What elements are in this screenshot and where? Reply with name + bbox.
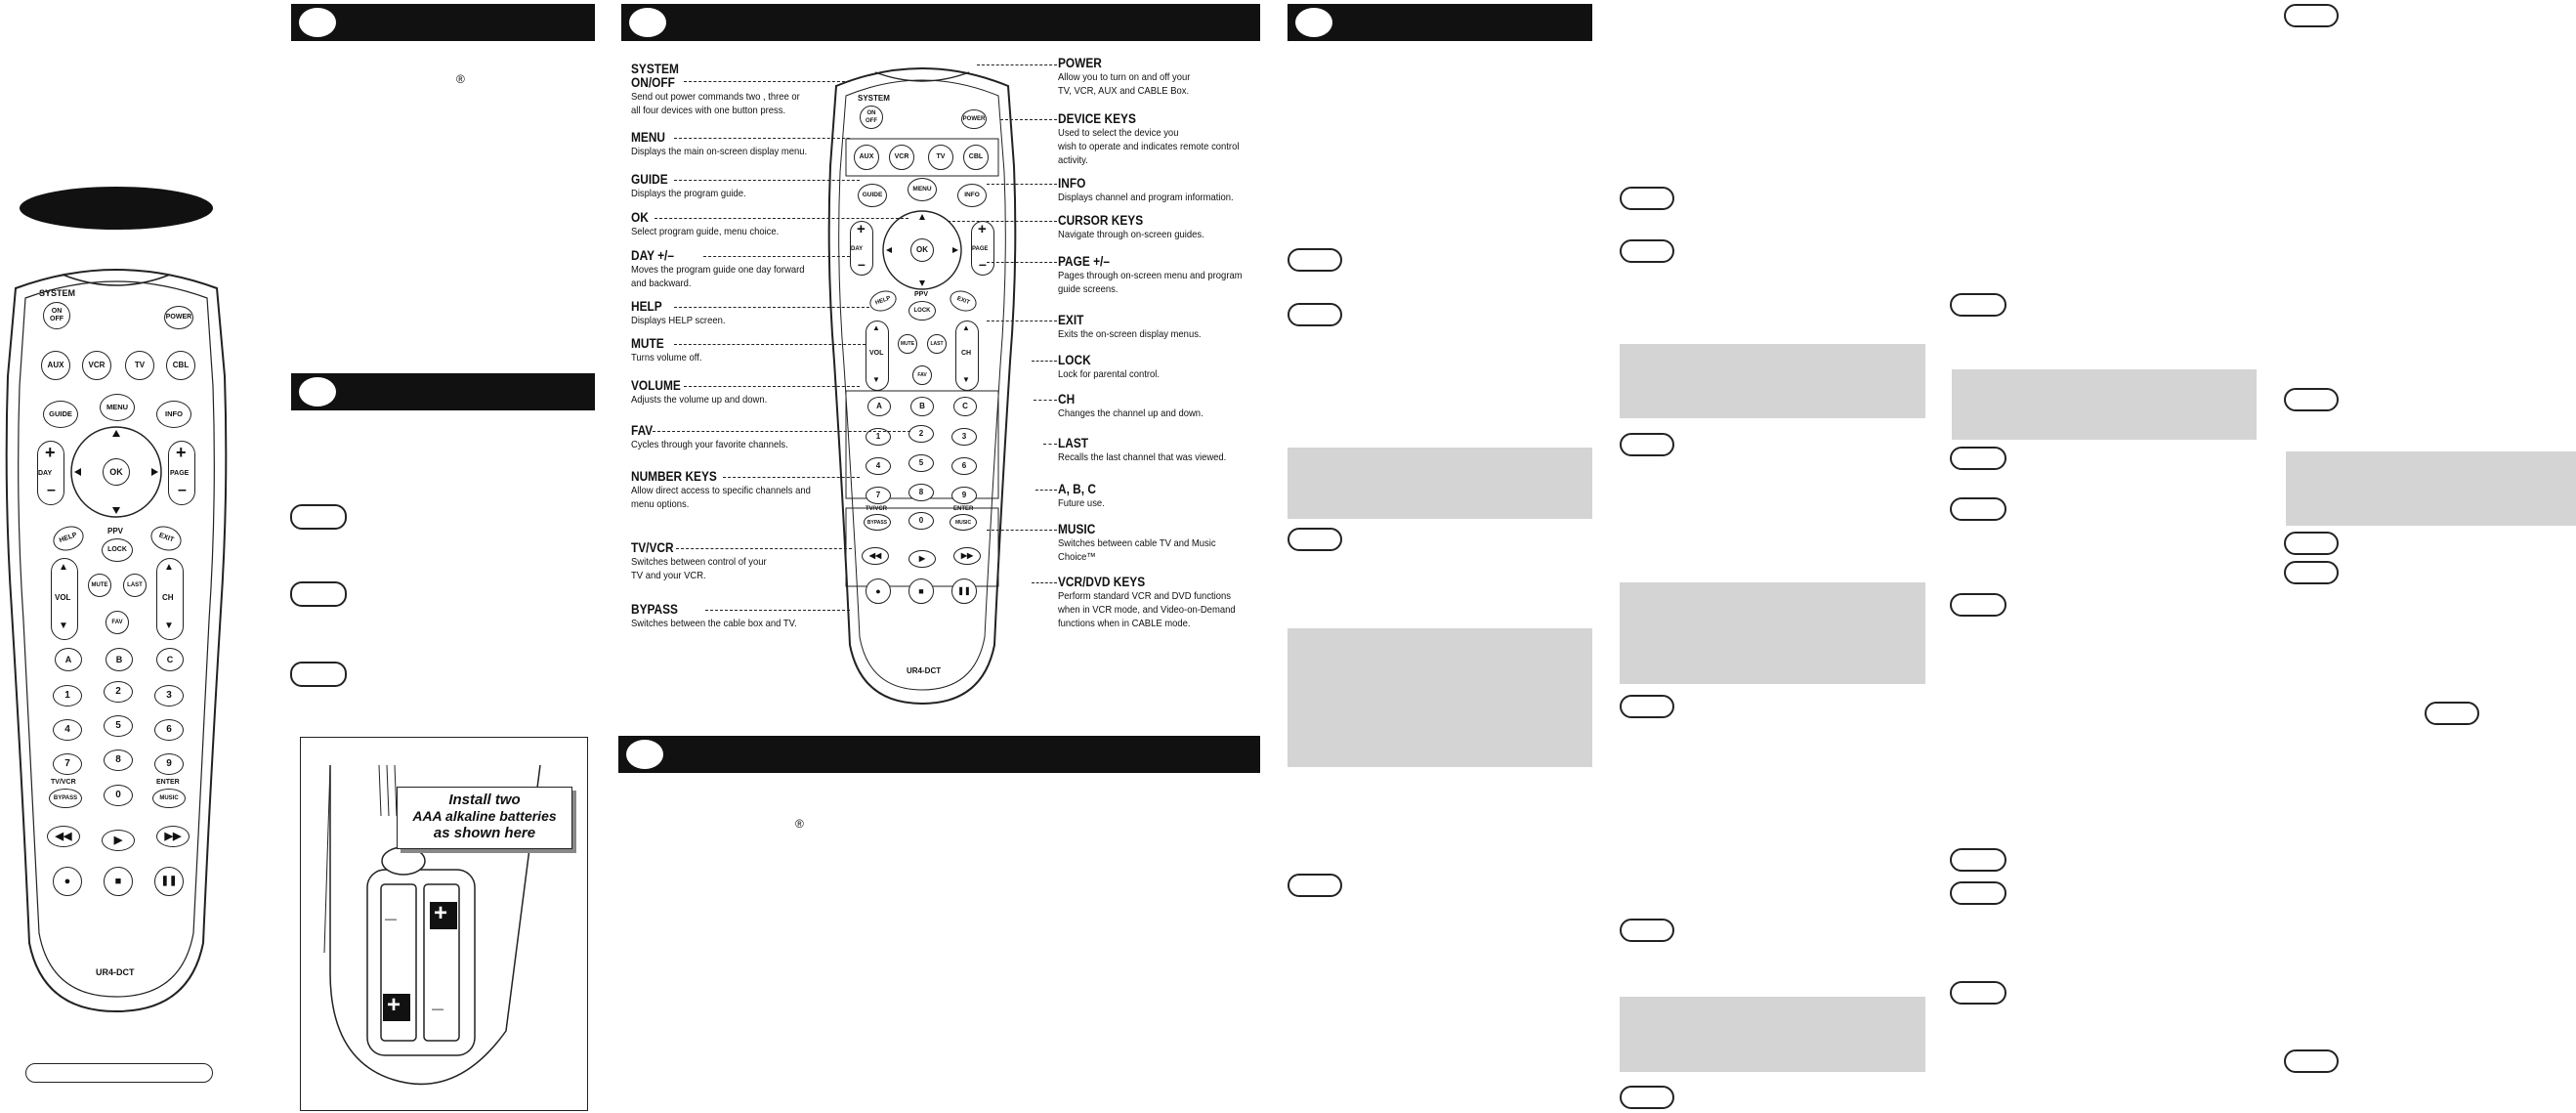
step-pill	[1288, 528, 1342, 551]
leader-line	[987, 530, 1057, 531]
panel4-header-bar	[1288, 4, 1592, 41]
label-tvvcr: TV/VCR Switches between control of your TV and your VCR.	[631, 540, 767, 581]
d-digit-0[interactable]: 0	[908, 512, 934, 530]
info-button[interactable]: INFO	[156, 401, 191, 428]
leader-line	[674, 138, 850, 139]
d-digit-4[interactable]: 4	[866, 457, 891, 475]
step-pill	[290, 662, 347, 687]
label-abc: A, B, C Future use.	[1058, 482, 1105, 509]
callout-line-3: as shown here	[433, 825, 536, 841]
battery-plus-bottom: +	[387, 992, 401, 1018]
leader-line	[723, 477, 860, 478]
d-rewind-button[interactable]: ◀◀	[862, 547, 889, 565]
step-pill	[1620, 919, 1674, 942]
label-volume: VOLUME Adjusts the volume up and down.	[631, 378, 768, 406]
note-box	[1288, 448, 1592, 519]
day-label: DAY	[38, 470, 53, 477]
leader-line	[674, 307, 869, 308]
leader-line	[684, 386, 860, 387]
d-menu-button[interactable]: MENU	[908, 178, 937, 201]
label-help: HELP Displays HELP screen.	[631, 299, 726, 326]
help-button[interactable]: HELP	[50, 522, 87, 554]
enter-label: ENTER	[156, 779, 180, 786]
panel2-header-bar-2	[291, 373, 595, 410]
d-tvvcr-label: TV/VCR	[866, 506, 888, 512]
day-minus[interactable]: –	[47, 482, 56, 498]
step-pill	[1950, 497, 2006, 521]
ch-down-icon[interactable]: ▼	[164, 621, 174, 631]
cover-remote	[4, 259, 229, 1016]
vol-up-icon[interactable]: ▲	[59, 562, 68, 573]
d-digit-1[interactable]: 1	[866, 428, 891, 446]
power-button[interactable]: POWER	[164, 306, 193, 329]
step-pill	[1620, 239, 1674, 263]
label-page: PAGE +/– Pages through on-screen menu and program guide screens.	[1058, 254, 1243, 295]
menu-button[interactable]: MENU	[100, 394, 135, 421]
ppv-label: PPV	[107, 527, 124, 535]
step-pill	[2284, 532, 2339, 555]
last-button[interactable]: LAST	[123, 574, 147, 597]
d-digit-7[interactable]: 7	[866, 487, 891, 504]
label-bypass: BYPASS Switches between the cable box and TV.	[631, 602, 797, 629]
step-pill	[1620, 433, 1674, 456]
leader-line	[1032, 582, 1057, 583]
guide-button[interactable]: GUIDE	[43, 401, 78, 428]
d-exit-button[interactable]: EXIT	[947, 287, 979, 315]
cover-black-oval	[20, 187, 213, 230]
note-box	[1620, 997, 1925, 1072]
leader-line	[655, 218, 908, 219]
label-ok: OK Select program guide, menu choice.	[631, 210, 780, 237]
day-plus[interactable]: +	[45, 443, 56, 462]
record-button[interactable]: ●	[53, 867, 82, 896]
d-record-button[interactable]: ●	[866, 578, 891, 604]
lock-button[interactable]: LOCK	[102, 538, 133, 562]
d-day-label: DAY	[851, 246, 864, 252]
page-minus[interactable]: –	[178, 482, 187, 498]
step-pill	[2425, 702, 2479, 725]
d-digit-2[interactable]: 2	[908, 425, 934, 443]
leader-line	[676, 548, 852, 549]
d-mute-button[interactable]: MUTE	[898, 334, 917, 354]
leader-line	[987, 262, 1057, 263]
page-label: PAGE	[170, 470, 190, 477]
exit-button[interactable]: EXIT	[148, 522, 185, 554]
play-button[interactable]: ▶	[102, 830, 135, 851]
leader-line	[977, 64, 1057, 65]
d-stop-button[interactable]: ■	[908, 578, 934, 604]
step-pill	[1620, 695, 1674, 718]
ok-button[interactable]: OK	[103, 458, 130, 486]
step-pill	[1950, 981, 2006, 1005]
digit-3[interactable]: 3	[154, 685, 184, 706]
diagram-remote	[826, 59, 1018, 707]
label-menu: MENU Displays the main on-screen display menu.	[631, 130, 808, 157]
rewind-button[interactable]: ◀◀	[47, 826, 80, 847]
d-digit-6[interactable]: 6	[951, 457, 977, 475]
note-box	[2286, 451, 2576, 526]
panel3-header-bar-2	[618, 736, 1260, 773]
label-guide: GUIDE Displays the program guide.	[631, 172, 746, 199]
a-button[interactable]: A	[55, 648, 82, 671]
vcr-button[interactable]: VCR	[82, 351, 111, 380]
d-pause-button[interactable]: ❚❚	[951, 578, 977, 604]
d-b-button[interactable]: B	[910, 397, 934, 416]
stop-button[interactable]: ■	[104, 867, 133, 896]
step-pill	[2284, 388, 2339, 411]
d-c-button[interactable]: C	[953, 397, 977, 416]
d-lock-button[interactable]: LOCK	[908, 301, 936, 321]
tv-button[interactable]: TV	[125, 351, 154, 380]
leader-line	[705, 610, 850, 611]
label-vcr-dvd-keys: VCR/DVD KEYS Perform standard VCR and DVD functions when in VCR mode, and Video-on-Demand functions when in CABLE mode.	[1058, 575, 1236, 629]
ch-label: CH	[162, 593, 174, 602]
step-pill	[1950, 293, 2006, 317]
d-music-button[interactable]: MUSIC	[950, 514, 977, 531]
d-ch-label: CH	[961, 350, 972, 357]
step-pill	[1950, 881, 2006, 905]
mute-button[interactable]: MUTE	[88, 574, 111, 597]
digit-0[interactable]: 0	[104, 785, 133, 806]
label-device-keys: DEVICE KEYS Used to select the device you wish to operate and indicates remote control activity.	[1058, 111, 1240, 166]
step-pill	[1288, 303, 1342, 326]
vol-down-icon[interactable]: ▼	[59, 621, 68, 631]
label-power: POWER Allow you to turn on and off your TV, VCR, AUX and CABLE Box.	[1058, 56, 1191, 97]
d-info-button[interactable]: INFO	[957, 184, 987, 207]
digit-2[interactable]: 2	[104, 681, 133, 703]
label-number-keys: NUMBER KEYS Allow direct access to specific channels and menu options.	[631, 469, 811, 510]
digit-9[interactable]: 9	[154, 753, 184, 775]
d-aux-button[interactable]: AUX	[854, 145, 879, 170]
bypass-button[interactable]: BYPASS	[49, 789, 82, 808]
battery-minus-bottom: —	[432, 1002, 443, 1015]
d-system-label: SYSTEM	[858, 94, 890, 103]
d-play-button[interactable]: ▶	[908, 550, 936, 568]
d-power-button[interactable]: POWER	[961, 109, 987, 129]
d-ppv-label: PPV	[914, 291, 929, 298]
d-digit-9[interactable]: 9	[951, 487, 977, 504]
step-pill	[2284, 1049, 2339, 1073]
cbl-button[interactable]: CBL	[166, 351, 195, 380]
on-off-button[interactable]: ON OFF	[43, 302, 70, 329]
d-model-label: UR4-DCT	[907, 666, 942, 675]
d-last-button[interactable]: LAST	[927, 334, 947, 354]
tvvcr-label: TV/VCR	[51, 779, 76, 786]
callout-line-2: AAA alkaline batteries	[412, 808, 557, 824]
d-fav-button[interactable]: FAV	[912, 365, 932, 385]
digit-6[interactable]: 6	[154, 719, 184, 741]
leader-line	[1034, 400, 1057, 401]
label-day: DAY +/– Moves the program guide one day forward and backward.	[631, 248, 805, 289]
leader-line	[684, 81, 850, 82]
label-mute: MUTE Turns volume off.	[631, 336, 702, 364]
battery-illustration	[300, 737, 588, 1111]
digit-7[interactable]: 7	[53, 753, 82, 775]
step-pill	[1288, 248, 1342, 272]
step-pill	[1620, 1086, 1674, 1109]
digit-8[interactable]: 8	[104, 749, 133, 771]
step-pill	[2284, 4, 2339, 27]
panel3-header-bar-1	[621, 4, 1260, 41]
step-pill	[1950, 848, 2006, 872]
step-pill	[1950, 447, 2006, 470]
ch-up-icon[interactable]: ▲	[164, 562, 174, 573]
battery-callout	[397, 787, 572, 849]
b-button[interactable]: B	[106, 648, 133, 671]
registered-mark-2: ®	[795, 817, 804, 831]
page-plus[interactable]: +	[176, 443, 187, 462]
d-guide-button[interactable]: GUIDE	[858, 184, 887, 207]
label-fav: FAV Cycles through your favorite channels.	[631, 423, 788, 450]
aux-button[interactable]: AUX	[41, 351, 70, 380]
digit-1[interactable]: 1	[53, 685, 82, 706]
vol-label: VOL	[55, 593, 71, 602]
step-pill	[290, 504, 347, 530]
panel2-header-bar-1	[291, 4, 595, 41]
d-digit-5[interactable]: 5	[908, 454, 934, 472]
d-day-plus[interactable]: +	[857, 221, 866, 237]
d-bypass-button[interactable]: BYPASS	[864, 514, 891, 531]
d-fast-forward-button[interactable]: ▶▶	[953, 547, 981, 565]
c-button[interactable]: C	[156, 648, 184, 671]
note-box	[1620, 582, 1925, 684]
note-box	[1952, 369, 2257, 440]
d-help-button[interactable]: HELP	[866, 287, 899, 315]
label-last: LAST Recalls the last channel that was viewed.	[1058, 436, 1227, 463]
battery-plus-top: +	[434, 900, 448, 926]
d-page-plus[interactable]: +	[978, 221, 987, 237]
d-tv-button[interactable]: TV	[928, 145, 953, 170]
d-page-minus[interactable]: –	[979, 256, 987, 272]
d-day-minus[interactable]: –	[858, 256, 866, 272]
pause-button[interactable]: ❚❚	[154, 867, 184, 896]
d-cbl-button[interactable]: CBL	[963, 145, 989, 170]
leader-line	[703, 256, 850, 257]
leader-line	[987, 184, 1057, 185]
label-exit: EXIT Exits the on-screen display menus.	[1058, 313, 1202, 340]
digit-4[interactable]: 4	[53, 719, 82, 741]
label-music: MUSIC Switches between cable TV and Music Choice™	[1058, 522, 1216, 563]
d-enter-label: ENTER	[953, 506, 974, 512]
leader-line	[948, 221, 1057, 222]
step-pill	[1288, 874, 1342, 897]
cover-bottom-pill	[25, 1063, 213, 1083]
d-on-off-button[interactable]: ON OFF	[860, 106, 883, 129]
d-digit-8[interactable]: 8	[908, 484, 934, 501]
registered-mark: ®	[456, 72, 465, 86]
label-ch: CH Changes the channel up and down.	[1058, 392, 1204, 419]
model-label: UR4-DCT	[96, 967, 135, 977]
leader-line	[1032, 361, 1057, 362]
d-ch-up-icon[interactable]: ▲	[962, 323, 970, 332]
step-pill	[2284, 561, 2339, 584]
d-vol-up-icon[interactable]: ▲	[872, 323, 880, 332]
battery-minus-top: —	[385, 912, 397, 925]
fav-button[interactable]: FAV	[106, 611, 129, 634]
label-info: INFO Displays channel and program information.	[1058, 176, 1234, 203]
leader-line	[1000, 119, 1057, 120]
step-pill	[1950, 593, 2006, 617]
step-pill	[1620, 187, 1674, 210]
d-a-button[interactable]: A	[867, 397, 891, 416]
leader-line	[653, 431, 910, 432]
leader-line	[674, 180, 860, 181]
label-lock: LOCK Lock for parental control.	[1058, 353, 1161, 380]
d-vol-down-icon[interactable]: ▼	[872, 375, 880, 384]
leader-line	[1035, 490, 1057, 491]
d-ch-down-icon[interactable]: ▼	[962, 375, 970, 384]
d-vcr-button[interactable]: VCR	[889, 145, 914, 170]
label-cursor-keys: CURSOR KEYS Navigate through on-screen guides.	[1058, 213, 1204, 240]
fast-forward-button[interactable]: ▶▶	[156, 826, 190, 847]
d-ok-button[interactable]: OK	[910, 238, 934, 262]
digit-5[interactable]: 5	[104, 715, 133, 737]
d-vol-label: VOL	[869, 350, 884, 357]
d-page-label: PAGE	[972, 246, 989, 252]
note-box	[1288, 628, 1592, 767]
label-system-onoff: SYSTEM ON/OFF Send out power commands two , three or all four devices with one button press.	[631, 62, 800, 116]
leader-line	[1043, 444, 1057, 445]
music-button[interactable]: MUSIC	[152, 789, 186, 808]
step-pill	[290, 581, 347, 607]
note-box	[1620, 344, 1925, 418]
system-label: SYSTEM	[39, 288, 76, 298]
leader-line	[674, 344, 866, 345]
d-digit-3[interactable]: 3	[951, 428, 977, 446]
callout-line-1: Install two	[448, 792, 521, 808]
